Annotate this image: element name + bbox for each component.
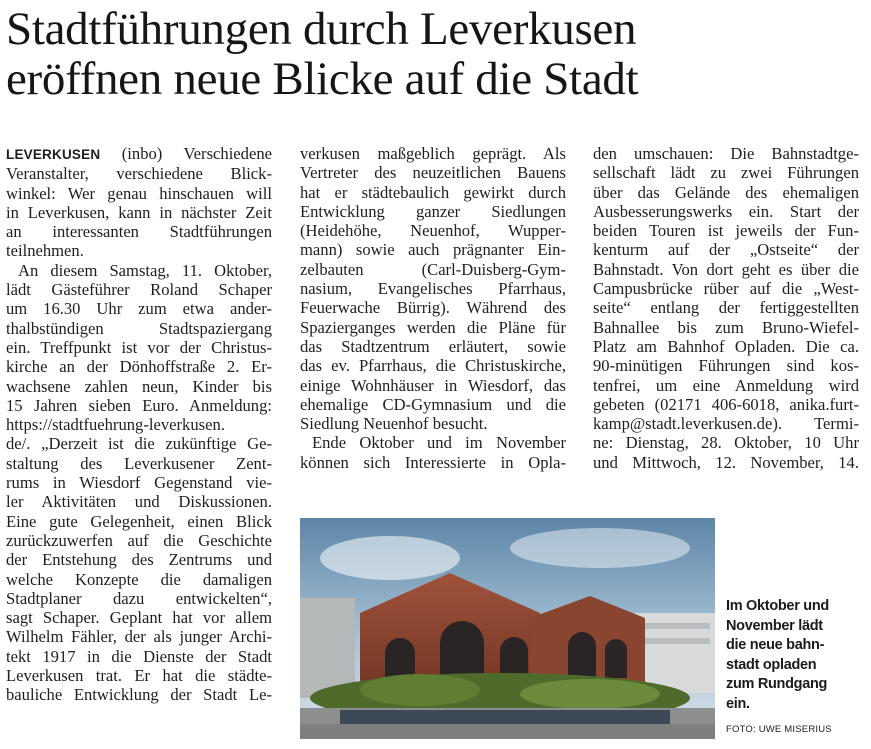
text-line (593, 414, 859, 433)
text-line (6, 222, 272, 241)
text-line-content: Wilhelm Fähler, der als junger Archi- (6, 627, 272, 647)
dateline: LEVERKUSEN (6, 147, 101, 162)
text-line (593, 221, 859, 240)
text-line-content: ein. Treffpunkt ist vor der Christus- (6, 337, 272, 357)
headline-line-2: eröffnen neue Blicke auf die Stadt (6, 53, 639, 105)
text-line (593, 183, 859, 202)
text-line-content: ne: Dienstag, 28. Oktober, 10 Uhr (593, 433, 859, 453)
text-line-content: in Leverkusen, kann in nächster Zeit (6, 202, 272, 222)
text-line-content: ehemalige CD-Gymnasium und die (300, 394, 566, 414)
text-line (6, 144, 272, 164)
text-line-content: kirche an der Dönhoffstraße 2. Er- (6, 357, 272, 377)
text-line (593, 260, 859, 279)
text-line-content: können sich Interessierte in Opla- (300, 452, 566, 472)
text-line-content: Leverkusen trat. Er hat die städte- (6, 666, 272, 686)
text-line-content: den umschauen: Die Bahnstadtge- (593, 144, 859, 163)
article-column-2 (300, 144, 566, 472)
text-line-content: um 16.30 Uhr zum etwa ander- (6, 299, 272, 319)
text-line-content: Campusbrücke rüber auf die „West- (593, 279, 859, 299)
arched-window (440, 621, 484, 678)
caption-line: Im Oktober und (726, 598, 829, 614)
text-line-content: seite“ entlang der fertiggestellten (593, 298, 859, 318)
text-line (300, 144, 566, 163)
cloud (510, 528, 690, 568)
text-line-content: bauliche Entwicklung der Stadt Le- (6, 685, 272, 705)
text-line (6, 396, 272, 415)
cloud (320, 536, 460, 580)
text-line (593, 144, 859, 163)
text-line (300, 414, 566, 433)
text-line-content: einige Wohnhäuser in Wiesdorf, das (300, 375, 566, 395)
article-column-1 (6, 144, 272, 705)
text-line (6, 319, 272, 338)
text-line (6, 241, 272, 260)
text-line-content: Siedlung Neuenhof besucht. (300, 414, 488, 434)
article-column-3 (593, 144, 859, 472)
arched-window (500, 637, 528, 678)
article-photo (300, 518, 715, 739)
text-line (6, 589, 272, 608)
text-line (300, 453, 566, 472)
text-line (6, 685, 272, 704)
text-line-content: tekt 1917 in die Dienste der Stadt (6, 646, 272, 666)
text-line (300, 279, 566, 298)
text-line-content: An diesem Samstag, 11. Oktober, (18, 260, 272, 280)
text-line (6, 473, 272, 492)
caption-line: November lädt (726, 617, 823, 634)
text-line (6, 261, 272, 280)
text-line-content: staltung des Leverkusener Zent- (6, 453, 272, 473)
text-line-content: Ausbesserungswerks ein. Start der (593, 201, 859, 221)
text-line (300, 433, 566, 452)
text-line-content: Platz am Bahnhof Opladen. Die ca. (593, 336, 859, 356)
caption-line: stadt opladen (726, 656, 817, 673)
text-line (6, 184, 272, 203)
text-line-content: Ende Oktober und im November (312, 433, 566, 453)
text-line (6, 570, 272, 589)
text-line-content: 15 Jahren sieben Euro. Anmeldung: (6, 395, 272, 415)
text-line-content: Stadtplaner dazu entwickelten“, (6, 588, 272, 608)
text-line-content: an interessanten Stadtführungen (6, 222, 272, 242)
text-line-content: verkusen maßgeblich geprägt. Als (300, 144, 566, 163)
text-line-content: de/. „Derzeit ist die zukünftige Ge- (6, 434, 272, 454)
text-line-content: Spazierganges werden die Pläne für (300, 317, 566, 337)
text-line (593, 395, 859, 414)
text-line-content: zurückzuwerfen auf die Geschichte (6, 530, 272, 550)
text-line (593, 337, 859, 356)
photo-illustration (300, 518, 715, 739)
text-line-content: Entwicklung ganzer Siedlungen (300, 201, 566, 221)
text-line (6, 492, 272, 511)
text-line-content: Eine gute Gelegenheit, einen Blick (6, 511, 272, 531)
text-line-content: der Entstehung des Zentrums und (6, 550, 272, 570)
text-line (6, 377, 272, 396)
text-line-content: beiden Touren ist jeweils der Fun- (593, 221, 859, 241)
text-line (593, 453, 859, 472)
text-line (300, 298, 566, 317)
text-line-content: nasium, Evangelisches Pfarrhaus, (300, 279, 566, 299)
text-line-content: gebeten (02171 406-6018, anika.furt- (593, 394, 859, 414)
arched-window (605, 639, 627, 678)
text-line (6, 512, 272, 531)
text-line-content: Bahnstadt. Von dort geht es über die (593, 259, 859, 279)
photo-caption (726, 597, 866, 714)
text-line (593, 240, 859, 259)
text-line (6, 666, 272, 685)
text-line-content: Vertreter des neuzeitlichen Bauens (300, 163, 566, 183)
fence-banner (340, 710, 670, 724)
text-line (6, 434, 272, 453)
text-line-content: und Mittwoch, 12. November, 14. (593, 452, 859, 472)
text-line-content: kamp@stadt.leverkusen.de). Termi- (593, 414, 859, 434)
text-line-content: über das Gelände des ehemaligen (593, 182, 859, 202)
text-line-content: ler Aktivitäten und Diskussionen. (6, 492, 272, 512)
left-building (300, 598, 355, 698)
text-line-content: 90-minütigen Führungen sind kos- (593, 356, 859, 376)
text-line-content: hat er städtebaulich gewirkt durch (300, 182, 566, 202)
text-line-content: kenturm auf der „Ostseite“ der (593, 240, 859, 260)
text-line-content: lädt Gästeführer Roland Schaper (6, 280, 272, 300)
text-line (593, 202, 859, 221)
text-line (593, 356, 859, 375)
text-line (300, 260, 566, 279)
text-line (300, 395, 566, 414)
photo-credit: FOTO: UWE MISERIUS (726, 724, 832, 735)
text-line-content: mann) sowie auch prägnanter Ein- (300, 240, 566, 260)
text-line-content: (inbo) Verschiedene (121, 144, 272, 163)
text-line-content: zelbauten (Carl-Duisberg-Gym- (300, 259, 566, 279)
caption-line: zum Rundgang (726, 676, 828, 692)
caption-line: die neue bahn- (726, 637, 825, 653)
text-line (6, 608, 272, 627)
text-line (6, 357, 272, 376)
text-line (593, 298, 859, 317)
text-line (300, 356, 566, 375)
text-line-content: wachsene zahlen neun, Kinder bis (6, 376, 272, 396)
text-line (6, 203, 272, 222)
text-line (593, 279, 859, 298)
text-line-content: das Stadtzentrum erläutert, sowie (300, 336, 566, 356)
text-line-content: winkel: Wer genau hinschauen will (6, 183, 272, 203)
text-line (593, 376, 859, 395)
text-line (6, 627, 272, 646)
text-line-content: Feuerwache Bürrig). Während des (300, 298, 566, 318)
text-line (593, 318, 859, 337)
text-line (6, 454, 272, 473)
text-line (300, 318, 566, 337)
text-line (300, 221, 566, 240)
text-line-content: rums in Wiesdorf Gegenstand vie- (6, 473, 272, 493)
text-line (593, 163, 859, 182)
text-line-content: Bahnallee bis zum Bruno-Wiefel- (593, 317, 859, 337)
text-line (300, 163, 566, 182)
text-line (300, 337, 566, 356)
arched-window (568, 632, 596, 678)
text-line-content: https://stadtfuehrung-leverkusen. (6, 415, 225, 435)
text-line (300, 183, 566, 202)
text-line (6, 338, 272, 357)
text-line (6, 647, 272, 666)
text-line (6, 415, 272, 434)
text-line-content: das ev. Pfarrhaus, die Christuskirche, (300, 356, 566, 376)
text-line (6, 299, 272, 318)
text-line-content: Veranstalter, verschiedene Blick- (6, 164, 272, 184)
text-line (593, 433, 859, 452)
text-line (300, 202, 566, 221)
text-line (300, 376, 566, 395)
text-line-content: thalbstündigen Stadtspaziergang (6, 318, 272, 338)
headline (6, 4, 866, 104)
text-line-content: (Heidehöhe, Neuenhof, Wupper- (300, 221, 566, 241)
text-line-content: sellschaft lädt zu zwei Führungen (593, 163, 859, 183)
text-line (6, 531, 272, 550)
text-line (6, 280, 272, 299)
text-line (300, 240, 566, 259)
text-line (6, 550, 272, 569)
headline-line-1: Stadtführungen durch Leverkusen (6, 3, 637, 55)
text-line (6, 164, 272, 183)
text-line-content: sagt Schaper. Geplant hat vor allem (6, 608, 272, 628)
text-line-content: teilnehmen. (6, 241, 84, 261)
text-line-content: tenfrei, um eine Anmeldung wird (593, 375, 859, 395)
text-line-content: welche Konzepte die damaligen (6, 569, 272, 589)
caption-line: ein. (726, 695, 750, 712)
